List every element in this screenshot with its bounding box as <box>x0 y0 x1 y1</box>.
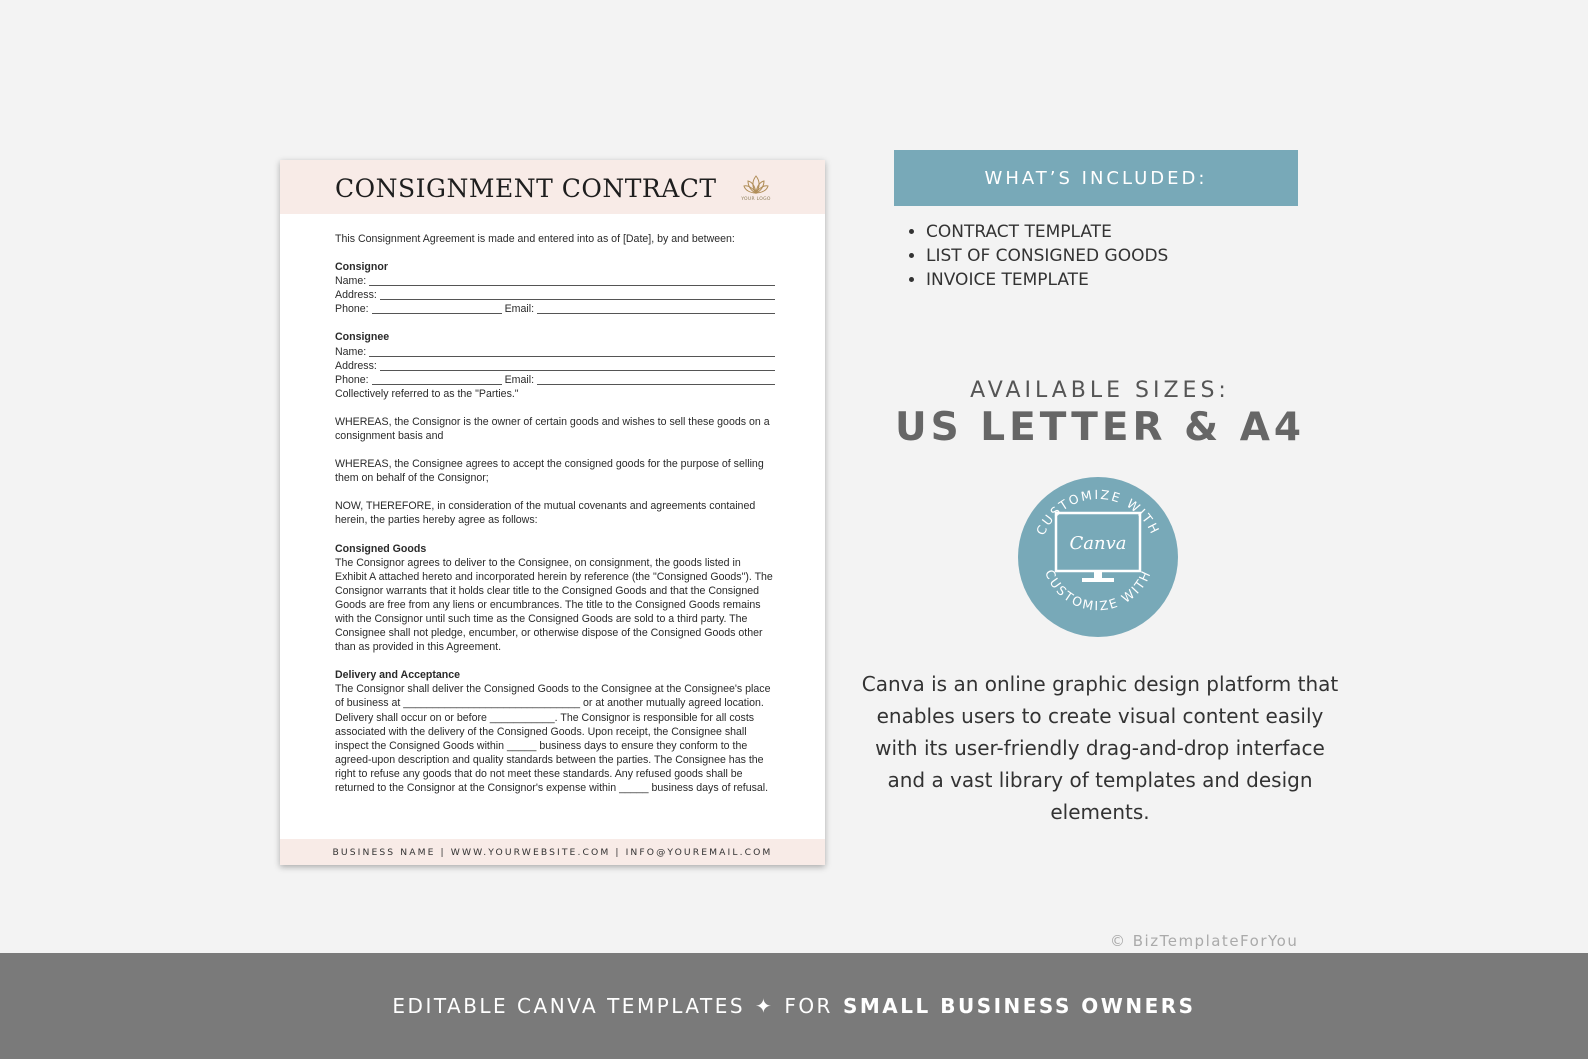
tagline-bold: SMALL BUSINESS OWNERS <box>842 994 1196 1018</box>
included-list <box>904 220 1306 292</box>
footer-contact-line: BUSINESS NAME | WWW.YOURWEBSITE.COM | INFO@YOUREMAIL.COM <box>332 847 773 858</box>
fill-line <box>369 346 775 357</box>
logo-placeholder <box>736 174 776 204</box>
field-label: Email: <box>504 373 535 386</box>
consignor-section <box>335 260 775 316</box>
consigned-goods-section <box>335 542 775 655</box>
now-therefore-clause: NOW, THEREFORE, in consideration of the mutual covenants and agreements contained herein, the parties hereby agree as follows: <box>335 500 756 527</box>
fill-line <box>537 374 775 385</box>
consignee-heading: Consignee <box>335 331 390 344</box>
field-label: Name: <box>335 345 367 358</box>
tagline-part-2: FOR <box>784 994 833 1018</box>
tagline-part-1: EDITABLE CANVA TEMPLATES <box>392 994 746 1018</box>
available-sizes-value: US LETTER & A4 <box>894 405 1306 450</box>
canva-description: Canva is an online graphic design platform that enables users to create visual content easily with its user-friendly drag-and-drop interface and a vast library of templates and design elements. <box>861 672 1339 824</box>
fill-line <box>372 303 502 314</box>
document-header <box>280 160 825 214</box>
list-item: • INVOICE TEMPLATE <box>926 268 1306 292</box>
lotus-icon <box>743 174 769 196</box>
field-label: Email: <box>504 303 535 316</box>
consigned-goods-text: The Consignor agrees to deliver to the Consignee, on consignment, the goods listed in Exhibit A attached hereto and incorporated herein by reference (the "Consigned Goods"). The Consignor warrants that it holds clear title to the Consigned Goods and that the Consigned Goods are free from any liens or encumbrances. The title to the Consigned Goods remains with the Consignor until such time as the Consigned Goods are sold to a third party. The Consignee shall not pledge, encumber, or otherwise dispose of the Consigned Goods other than as provided in this Agreement. <box>335 556 773 654</box>
document-footer <box>280 839 825 865</box>
field-label: Name: <box>335 275 367 288</box>
list-item: • CONTRACT TEMPLATE <box>926 220 1306 244</box>
parties-note: Collectively referred to as the "Parties." <box>335 387 519 400</box>
consignor-address-field <box>335 288 775 302</box>
list-item: • LIST OF CONSIGNED GOODS <box>926 244 1306 268</box>
field-label: Address: <box>335 359 377 372</box>
whats-included-heading: WHAT’S INCLUDED: <box>984 167 1208 189</box>
fill-line <box>380 360 775 371</box>
consignee-section <box>335 330 775 400</box>
consignor-name-field <box>335 274 775 288</box>
whereas-clause-1: WHEREAS, the Consignor is the owner of certain goods and wishes to sell these goods on a consignment basis and <box>335 415 770 443</box>
copyright-notice: © BizTemplateForYou <box>1110 932 1299 950</box>
field-label: Phone: <box>335 303 369 316</box>
available-sizes-label: AVAILABLE SIZES: <box>970 378 1230 403</box>
fill-line <box>369 275 775 286</box>
delivery-heading: Delivery and Acceptance <box>335 669 461 682</box>
consignor-heading: Consignor <box>335 261 388 274</box>
field-label: Phone: <box>335 373 369 386</box>
intro-text: This Consignment Agreement is made and entered into as of [Date], by and between: <box>335 233 735 245</box>
delivery-text: The Consignor shall deliver the Consigned Goods to the Consignee at the Consignee's place of business at ______________________________ or at another mutually agreed location. Delivery shall occur on or before ___________. The Consignor is responsible for all costs associated with the delivery of the Consigned Goods. Upon receipt, the Consignee shall inspect the Consigned Goods within _____ business days to ensure they conform to the agreed-upon description and quality standards between the parties. The Consignee has the right to refuse any goods that do not meet these standards. Any refused goods shall be returned to the Consignor at the Consignor's expense within _____ business days of refusal. <box>335 683 771 794</box>
document-preview <box>280 160 825 865</box>
document-title: CONSIGNMENT CONTRACT <box>335 174 717 203</box>
consigned-goods-heading: Consigned Goods <box>335 542 427 555</box>
bottom-tagline-bar <box>0 953 1588 1059</box>
whats-included-banner <box>894 150 1298 206</box>
logo-text: YOUR LOGO <box>741 197 771 202</box>
badge-brand-text: Canva <box>1069 533 1127 554</box>
fill-line <box>537 303 775 314</box>
consignor-phone-email-field <box>335 302 775 316</box>
field-label: Address: <box>335 289 377 302</box>
customize-with-canva-badge <box>1018 477 1178 637</box>
consignee-address-field <box>335 359 775 373</box>
delivery-section <box>335 668 775 795</box>
document-body <box>335 232 775 809</box>
consignee-phone-email-field <box>335 373 775 387</box>
badge-ring-text-bottom: CUSTOMIZE WITH <box>1041 567 1155 614</box>
sparkle-icon: ✦ <box>755 994 775 1018</box>
fill-line <box>380 289 775 300</box>
whereas-clause-2: WHEREAS, the Consignee agrees to accept the consigned goods for the purpose of selling them on behalf of the Consignor; <box>335 458 764 485</box>
consignee-name-field <box>335 345 775 359</box>
badge-ring-text-top: CUSTOMIZE WITH <box>1032 486 1164 538</box>
fill-line <box>372 374 502 385</box>
